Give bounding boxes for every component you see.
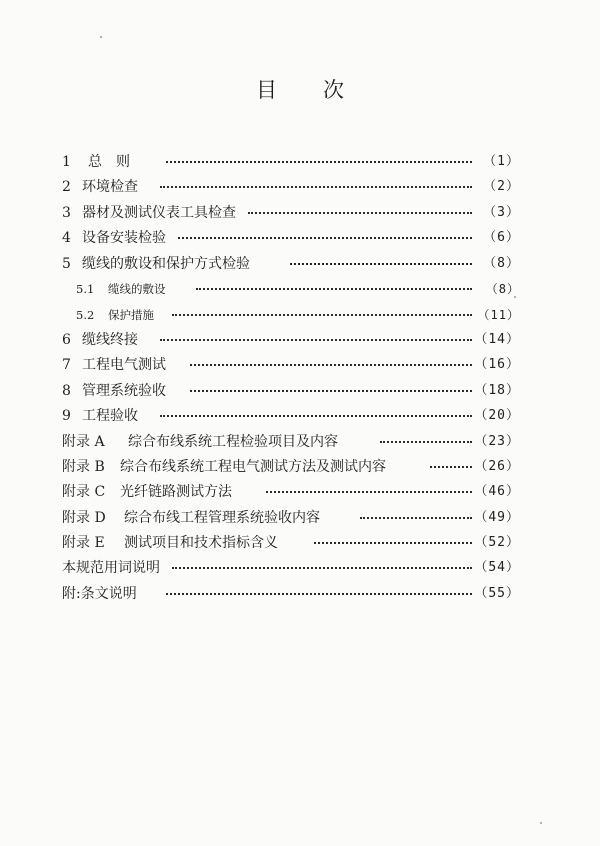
dot-leader bbox=[190, 390, 472, 392]
dot-leader bbox=[166, 593, 472, 595]
toc-entry-page: （20） bbox=[474, 408, 520, 423]
dot-leader bbox=[172, 314, 472, 316]
toc-entry-number: 附录 C bbox=[62, 484, 106, 500]
toc-entry-number: 附录 E bbox=[62, 535, 105, 551]
toc-entry[interactable] bbox=[0, 482, 600, 502]
toc-entry[interactable] bbox=[0, 558, 600, 578]
toc-entry-number: 8 bbox=[62, 383, 71, 399]
dot-leader bbox=[160, 415, 472, 417]
toc-entry-number: 4 bbox=[62, 230, 71, 246]
toc-entry-page: （18） bbox=[474, 383, 520, 398]
toc-entry-title: 测试项目和技术指标含义 bbox=[124, 535, 278, 551]
toc-entry-title: 缆线的敷设 bbox=[108, 282, 166, 296]
toc-entry-number: 5.2 bbox=[76, 308, 95, 322]
toc-entry[interactable] bbox=[0, 457, 600, 477]
scan-speck bbox=[100, 36, 102, 38]
toc-entry-page: （8） bbox=[483, 256, 520, 271]
toc-entry-number: 附录 A bbox=[62, 434, 105, 450]
toc-entry[interactable] bbox=[0, 432, 600, 452]
toc-entry-title: 本规范用词说明 bbox=[62, 560, 160, 576]
toc-entry-title: 环境检查 bbox=[82, 179, 138, 195]
toc-entry[interactable] bbox=[0, 330, 600, 350]
toc-entry[interactable] bbox=[0, 508, 600, 528]
dot-leader bbox=[266, 491, 472, 493]
toc-entry-page: （3） bbox=[483, 205, 520, 220]
dot-leader bbox=[172, 567, 472, 569]
toc-entry-page: （55） bbox=[474, 586, 520, 601]
toc-entry-title: 光纤链路测试方法 bbox=[120, 484, 232, 500]
toc-entry-page: （1） bbox=[483, 154, 520, 169]
toc-entry-page: （11） bbox=[477, 308, 520, 322]
toc-entry[interactable] bbox=[0, 203, 600, 223]
toc-entry[interactable] bbox=[0, 152, 600, 172]
toc-entry-page: （46） bbox=[474, 484, 520, 499]
dot-leader bbox=[430, 466, 472, 468]
toc-entry-number: 附录 B bbox=[62, 459, 105, 475]
toc-entry[interactable] bbox=[0, 533, 600, 553]
toc-entry-title: 工程电气测试 bbox=[82, 357, 166, 373]
toc-entry-title: 管理系统验收 bbox=[82, 383, 166, 399]
toc-entry-page: （6） bbox=[483, 230, 520, 245]
toc-entry-number: 5.1 bbox=[76, 282, 95, 296]
toc-entry[interactable] bbox=[0, 355, 600, 375]
toc-entry-page: （23） bbox=[474, 434, 520, 449]
scan-speck bbox=[514, 296, 516, 298]
toc-entry-title: 保护措施 bbox=[108, 308, 154, 322]
dot-leader bbox=[196, 288, 472, 290]
toc-subentry[interactable] bbox=[0, 305, 600, 325]
toc-entry[interactable] bbox=[0, 254, 600, 274]
toc-entry-number: 3 bbox=[62, 205, 71, 221]
toc-entry-page: （52） bbox=[474, 535, 520, 550]
toc-entry-title: 缆线终接 bbox=[82, 332, 138, 348]
toc-entry-page: （2） bbox=[483, 179, 520, 194]
toc-entry-page: （49） bbox=[474, 510, 520, 525]
toc-entry-number: 5 bbox=[62, 256, 71, 272]
toc-entry-title: 综合布线系统工程电气测试方法及测试内容 bbox=[120, 459, 386, 475]
toc-entry-number: 9 bbox=[62, 408, 71, 424]
toc-entry-page: （26） bbox=[474, 459, 520, 474]
dot-leader bbox=[248, 212, 472, 214]
toc-entry-page: （8） bbox=[485, 282, 520, 296]
dot-leader bbox=[290, 263, 472, 265]
toc-entry-title: 附:条文说明 bbox=[62, 586, 137, 602]
toc-subentry[interactable] bbox=[0, 279, 600, 299]
toc-entry-title: 工程验收 bbox=[82, 408, 138, 424]
dot-leader bbox=[190, 364, 472, 366]
toc-entry-number: 7 bbox=[62, 357, 71, 373]
toc-entry[interactable] bbox=[0, 177, 600, 197]
toc-entry-number: 6 bbox=[62, 332, 71, 348]
toc-entry-number: 2 bbox=[62, 179, 71, 195]
toc-entry[interactable] bbox=[0, 381, 600, 401]
dot-leader bbox=[314, 542, 472, 544]
toc-entry-title: 器材及测试仪表工具检查 bbox=[82, 205, 236, 221]
toc-entry-title: 设备安装检验 bbox=[82, 230, 166, 246]
scan-speck bbox=[540, 822, 542, 824]
toc-entry[interactable] bbox=[0, 406, 600, 426]
toc-entry[interactable] bbox=[0, 584, 600, 604]
toc-entry-page: （14） bbox=[474, 332, 520, 347]
toc-entry-title: 综合布线工程管理系统验收内容 bbox=[124, 510, 320, 526]
dot-leader bbox=[160, 339, 472, 341]
toc-entry[interactable] bbox=[0, 228, 600, 248]
toc-entry-title: 总 则 bbox=[88, 154, 130, 170]
toc-entry-number: 附录 D bbox=[62, 510, 106, 526]
dot-leader bbox=[166, 161, 472, 163]
dot-leader bbox=[380, 441, 472, 443]
dot-leader bbox=[360, 517, 472, 519]
toc-heading: 目次 bbox=[256, 78, 390, 102]
dot-leader bbox=[178, 237, 472, 239]
toc-entry-title: 缆线的敷设和保护方式检验 bbox=[82, 256, 250, 272]
toc-entry-title: 综合布线系统工程检验项目及内容 bbox=[128, 434, 338, 450]
toc-entry-page: （54） bbox=[474, 560, 520, 575]
toc-entry-number: 1 bbox=[62, 154, 71, 170]
dot-leader bbox=[160, 186, 472, 188]
toc-entry-page: （16） bbox=[474, 357, 520, 372]
